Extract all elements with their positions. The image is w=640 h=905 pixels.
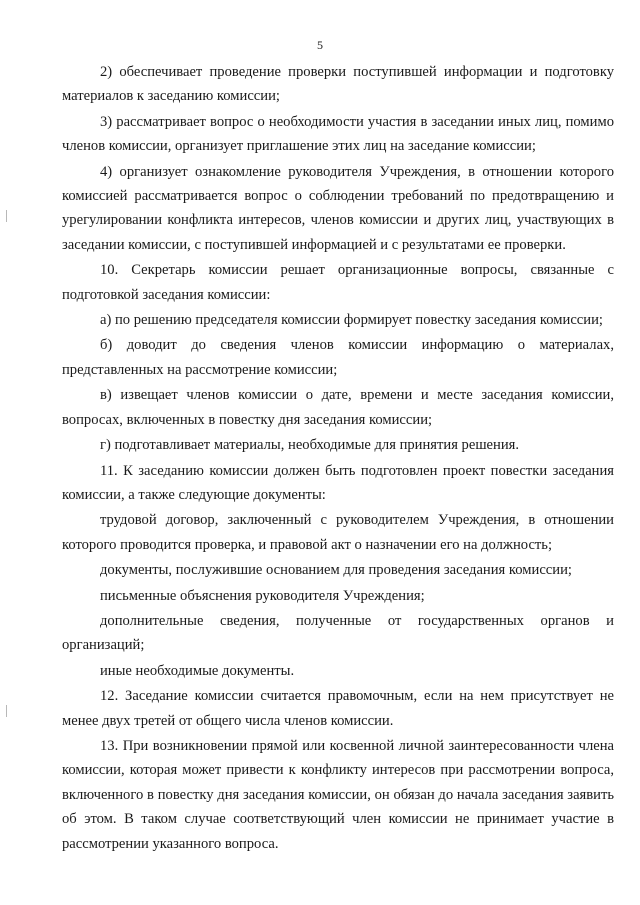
paragraph-document-list-item: дополнительные сведения, полученные от государственных органов и организаций;: [62, 612, 614, 654]
paragraph-clause-13: 13. При возникновении прямой или косвенной личной заинтересованности члена комиссии, которая может привести к конфликту интересов при рассмотрении вопроса, включенного в повестку дня заседания комиссии, он обязан до начала заседания заявить об этом. В таком случае соответствующий член комиссии не принимает участие в рассмотрении указанного вопроса.: [62, 737, 614, 852]
paragraph-item-3: 3) рассматривает вопрос о необходимости участия в заседании иных лиц, помимо членов комиссии, организует приглашение этих лиц на заседание комиссии;: [62, 113, 614, 155]
paragraph-clause-12: 12. Заседание комиссии считается правомочным, если на нем присутствует не менее двух третей от общего числа членов комиссии.: [62, 688, 614, 729]
paragraph-subitem-b: б) доводит до сведения членов комиссии информацию о материалах, представленных на рассмотрение комиссии;: [62, 337, 614, 378]
paragraph-subitem-a: а) по решению председателя комиссии формирует повестку заседания комиссии;: [100, 312, 603, 329]
scan-margin-mark: [6, 705, 7, 717]
page-number: 5: [317, 38, 323, 52]
paragraph-item-4: 4) организует ознакомление руководителя Учреждения, в отношении которого комиссией рассматривается вопрос о соблюдении требований по предотвращению и урегулировании конфликта интересов, членов комиссии и других лиц, участвующих в заседании комиссии, с поступившей информацией и с результатами ее проверки.: [62, 163, 614, 253]
paragraph-document-list-item: иные необходимые документы.: [100, 662, 295, 679]
scan-margin-mark: [6, 210, 7, 222]
paragraph-clause-11: 11. К заседанию комиссии должен быть подготовлен проект повестки заседания комиссии, а также следующие документы:: [62, 462, 614, 503]
paragraph-subitem-g: г) подготавливает материалы, необходимые для принятия решения.: [100, 437, 520, 454]
paragraph-document-list-item: документы, послужившие основанием для проведения заседания комиссии;: [100, 562, 572, 579]
paragraph-subitem-v: в) извещает членов комиссии о дате, времени и месте заседания комиссии, вопросах, включенных в повестку дня заседания комиссии;: [62, 387, 614, 428]
paragraph-item-2: 2) обеспечивает проведение проверки поступившей информации и подготовку материалов к заседанию комиссии;: [62, 64, 614, 105]
paragraph-clause-10: 10. Секретарь комиссии решает организационные вопросы, связанные с подготовкой заседания комиссии:: [62, 262, 614, 303]
paragraph-document-list-item: трудовой договор, заключенный с руководителем Учреждения, в отношении которого проводится проверка, и правовой акт о назначении его на должность;: [62, 512, 614, 553]
paragraph-document-list-item: письменные объяснения руководителя Учреждения;: [100, 587, 425, 604]
document-body: [62, 60, 614, 857]
